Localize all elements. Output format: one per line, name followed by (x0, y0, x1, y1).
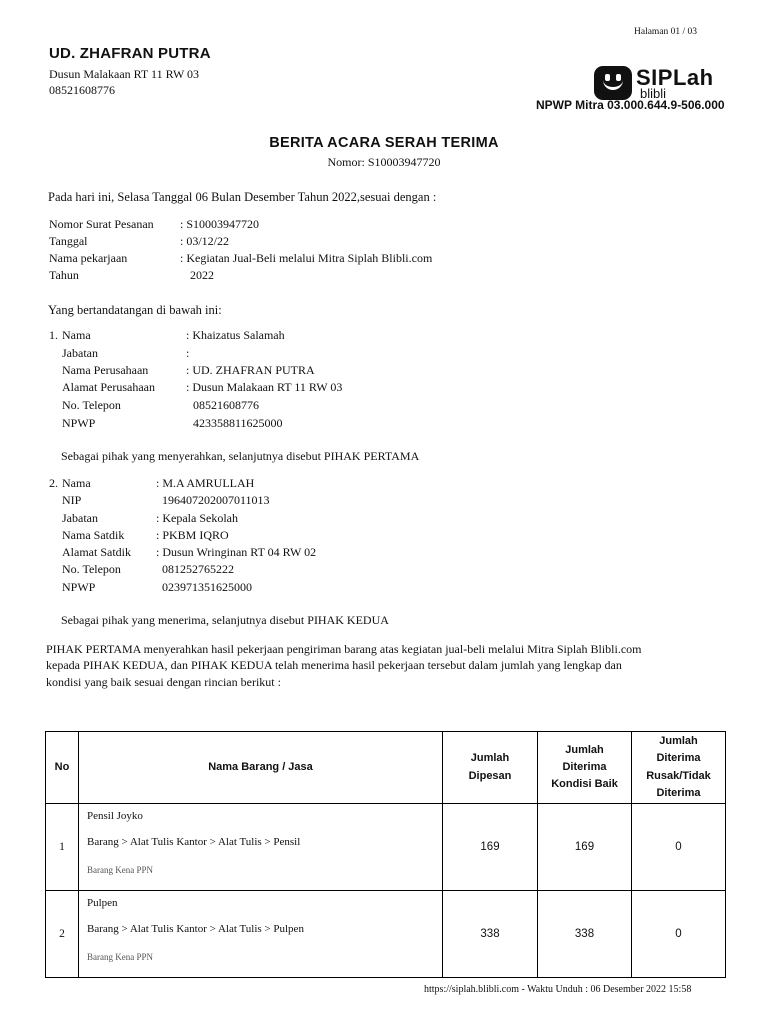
qty-received-good: 338 (538, 891, 632, 978)
party-label: NIP (62, 493, 82, 507)
party-label: Nama (62, 328, 91, 342)
party-label: Jabatan (62, 346, 98, 360)
company-phone: 08521608776 (49, 83, 115, 97)
company-name: UD. ZHAFRAN PUTRA (49, 45, 211, 62)
party-value: 196407202007011013 (162, 493, 270, 507)
party-index: 2. (49, 476, 58, 490)
document-number: Nomor: S10003947720 (327, 155, 441, 169)
party-value: 08521608776 (193, 398, 259, 412)
logo-brand: SIPLah (636, 64, 714, 90)
party-value: 081252765222 (162, 562, 234, 576)
order-value: : Kegiatan Jual-Beli melalui Mitra Siplah Blibli.com (180, 251, 433, 265)
qty-damaged: 0 (632, 804, 726, 891)
items-table (45, 731, 726, 978)
party-label: NPWP (62, 580, 96, 594)
order-label: Tanggal (49, 234, 88, 248)
order-label: Nama pekarjaan (49, 251, 128, 265)
statement-line: PIHAK PERTAMA menyerahkan hasil pekerjaan pengiriman barang atas kegiatan jual-beli melalui Mitra Siplah Blibli.com (46, 642, 642, 656)
item-category: Barang > Alat Tulis Kantor > Alat Tulis > Pensil (87, 836, 301, 848)
table-row (46, 804, 726, 891)
party-label: NPWP (62, 416, 96, 430)
table-header-row (46, 732, 726, 804)
party-value: : Kepala Sekolah (156, 511, 238, 525)
item-name: Pensil Joyko (87, 810, 143, 822)
download-footer: https://siplah.blibli.com - Waktu Unduh : 06 Desember 2022 15:58 (424, 984, 692, 995)
party-role: Sebagai pihak yang menerima, selanjutnya disebut PIHAK KEDUA (61, 613, 389, 627)
party-label: Nama Perusahaan (62, 363, 149, 377)
party-value: : UD. ZHAFRAN PUTRA (186, 363, 315, 377)
order-value: : 03/12/22 (180, 234, 230, 248)
header-received-good: Jumlah Diterima Kondisi Baik (538, 732, 632, 804)
order-label: Tahun (49, 268, 79, 282)
item-cell (79, 804, 443, 891)
item-tax-label: Barang Kena PPN (87, 865, 153, 875)
party-value: 023971351625000 (162, 580, 252, 594)
statement-line: kondisi yang baik sesuai dengan rincian berikut : (46, 675, 281, 689)
row-number: 1 (46, 804, 79, 891)
party-value: : Dusun Wringinan RT 04 RW 02 (156, 545, 317, 559)
party-label: No. Telepon (62, 562, 121, 576)
party-label: Nama (62, 476, 91, 490)
item-name: Pulpen (87, 897, 118, 909)
header-ordered: Jumlah Dipesan (443, 732, 538, 804)
party-value: : M.A AMRULLAH (156, 476, 255, 490)
npwp-mitra: NPWP Mitra 03.000.644.9-506.000 (536, 98, 725, 112)
party-role: Sebagai pihak yang menyerahkan, selanjutnya disebut PIHAK PERTAMA (61, 449, 420, 463)
statement-line: kepada PIHAK KEDUA, dan PIHAK KEDUA telah menerima hasil pekerjaan tersebut dalam jumlah yang lengkap dan (46, 658, 622, 672)
party-label: Alamat Satdik (62, 545, 131, 559)
party-value: : PKBM IQRO (156, 528, 229, 542)
header-no: No (46, 732, 79, 804)
party-label: Jabatan (62, 511, 98, 525)
logo-sub: blibli (640, 85, 667, 101)
party-label: No. Telepon (62, 398, 121, 412)
table-row (46, 891, 726, 978)
party-label: Nama Satdik (62, 528, 125, 542)
order-label: Nomor Surat Pesanan (49, 217, 154, 231)
company-address: Dusun Malakaan RT 11 RW 03 (49, 67, 200, 81)
order-value: : S10003947720 (180, 217, 260, 231)
qty-damaged: 0 (632, 891, 726, 978)
item-category: Barang > Alat Tulis Kantor > Alat Tulis > Pulpen (87, 923, 304, 935)
party-value: : (186, 346, 190, 360)
item-cell (79, 891, 443, 978)
header-damaged: Jumlah Diterima Rusak/Tidak Diterima (632, 732, 726, 804)
party-index: 1. (49, 328, 58, 342)
qty-ordered: 169 (443, 804, 538, 891)
qty-ordered: 338 (443, 891, 538, 978)
party-value: : Khaizatus Salamah (186, 328, 285, 342)
party-value: 423358811625000 (193, 416, 283, 430)
party-label: Alamat Perusahaan (62, 380, 155, 394)
row-number: 2 (46, 891, 79, 978)
page-number: Halaman 01 / 03 (634, 27, 698, 37)
siplah-logo (594, 66, 714, 100)
order-value: 2022 (190, 268, 214, 282)
smile-bag-icon (594, 66, 632, 100)
document-title: BERITA ACARA SERAH TERIMA (269, 135, 499, 151)
qty-received-good: 169 (538, 804, 632, 891)
intro-text: Pada hari ini, Selasa Tanggal 06 Bulan Desember Tahun 2022,sesuai dengan : (48, 190, 437, 204)
header-item-name: Nama Barang / Jasa (79, 732, 443, 804)
item-tax-label: Barang Kena PPN (87, 952, 153, 962)
signatories-intro: Yang bertandatangan di bawah ini: (48, 303, 222, 317)
party-value: : Dusun Malakaan RT 11 RW 03 (186, 380, 343, 394)
